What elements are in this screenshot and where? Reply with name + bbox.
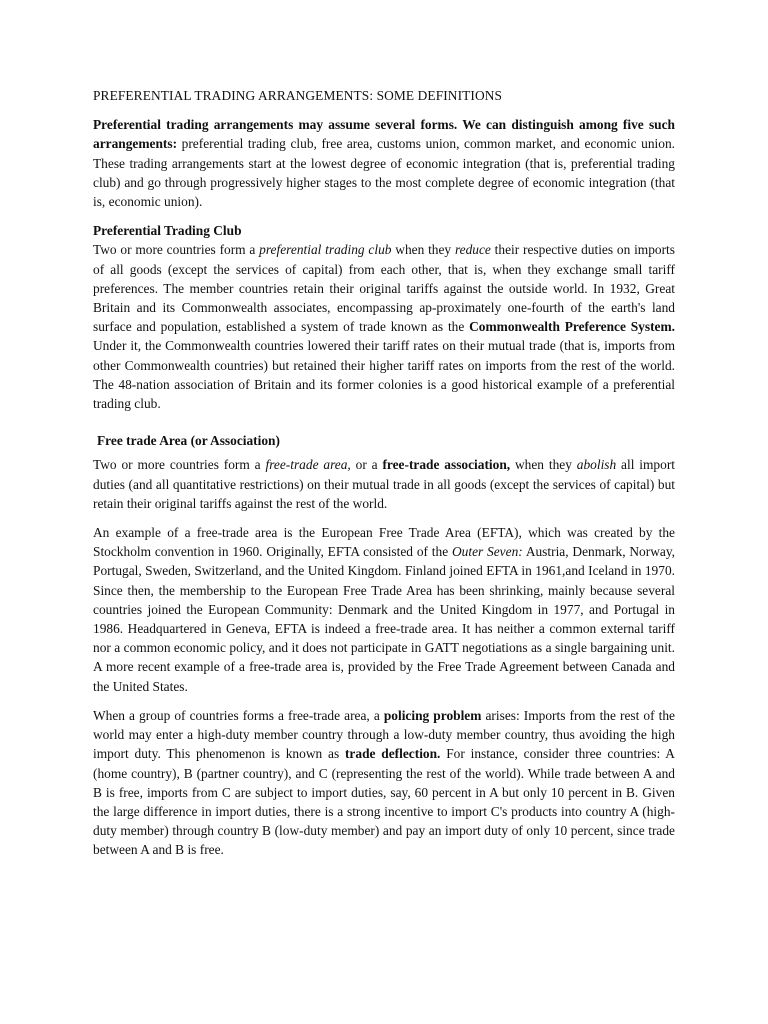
fta2-text-a: An example of a free-trade area is the European Free Trade Area (EFTA), which was created by the Stockholm convention in 1960. Originally, EFTA consisted of the xyxy=(93,525,675,560)
intro-text: preferential trading club, free area, customs union, common market, and economic union. These trading arrangements start at the lowest degree of economic integration (that is, preferential trading club) and go through progressively higher stages to the most complete degree of economic integration (that is, economic union). xyxy=(93,136,675,210)
fta3-text-b: arises: Imports from the rest of the world may enter a high-duty member country through a low-duty member country, thus avoiding the high import duty. This phenomenon is known as xyxy=(93,707,675,762)
section-heading-fta: Free trade Area (or Association) xyxy=(97,433,280,449)
ptc-text-2: when they xyxy=(391,242,455,258)
fta3-bold-policing: policing problem xyxy=(383,707,482,723)
fta1-italic-term: free-trade area, xyxy=(265,457,351,473)
intro-paragraph xyxy=(93,115,675,211)
fta-paragraph-1 xyxy=(93,455,675,513)
fta-paragraph-2 xyxy=(93,523,675,696)
fta1-italic-abolish: abolish xyxy=(576,457,617,473)
ptc-bold-term: Commonwealth Preference System. xyxy=(469,319,675,335)
ptc-text-1: Two or more countries form a xyxy=(93,242,260,258)
ptc-text-4: Under it, the Commonwealth countries lowered their tariff rates on their mutual trade (that is, imports from other Commonwealth countries) but retained their higher tariff rates on imports from the rest of the world. The 48-nation association of Britain and its former colonies is a good historical example of a preferential trading club. xyxy=(93,338,675,412)
section-heading-ptc: Preferential Trading Club xyxy=(93,223,242,239)
ptc-text-3: their respective duties on imports of all goods (except the services of capital) from each other, that is, when they exchange small tariff preferences. The member countries retain their original tariffs against the outside world. In 1932, Great Britain and its Commonwealth associates, encompassing ap-proximately one-fourth of the earth's land surface and population, established a system of trade known as the xyxy=(93,242,675,335)
fta1-text-b: or a xyxy=(350,457,383,473)
fta1-text-c: when they xyxy=(510,457,577,473)
fta1-text-d: all import duties (and all quantitative restrictions) on their mutual trade in all goods (except the services of capital) but retain their original tariffs against the rest of the world. xyxy=(93,457,676,511)
fta3-bold-deflection: trade deflection. xyxy=(344,746,441,762)
fta1-text-a: Two or more countries form a xyxy=(93,457,266,473)
fta3-text-c: For instance, consider three countries: A (home country), B (partner country), and C (representing the rest of the world). While trade between A and B is free, imports from C are subject to import duties, say, 60 percent in A but only 10 percent in B. Given the large difference in import duties, there is a strong incentive to import C's products into country A (high-duty member) through country B (low-duty member) and pay an import duty of only 10 percent, since trade between A and B is free. xyxy=(93,746,675,858)
fta2-text-b: Austria, Denmark, Norway, Portugal, Sweden, Switzerland, and the United Kingdom. Finland joined EFTA in 1961,and Iceland in 1970. Since then, the membership to the European Free Trade Area has been shrinking, mainly because several countries joined the European Community: Denmark and the United Kingdom in 1977, and Portugal in 1986. Headquartered in Geneva, EFTA is indeed a free-trade area. It has neither a common external tariff nor a common economic policy, and it does not participate in GATT negotiations as a single bargaining unit. A more recent example of a free-trade area is, provided by the Free Trade Agreement between Canada and the United States. xyxy=(93,544,676,694)
ptc-italic-reduce: reduce xyxy=(454,242,491,258)
fta1-bold-term: free-trade association, xyxy=(382,457,511,473)
document-page xyxy=(93,86,675,860)
fta2-italic-term: Outer Seven: xyxy=(451,544,523,560)
ptc-paragraph xyxy=(93,240,675,413)
fta-paragraph-3 xyxy=(93,706,675,860)
document-title: PREFERENTIAL TRADING ARRANGEMENTS: SOME DEFINITIONS xyxy=(93,88,503,103)
fta3-text-a: When a group of countries forms a free-trade area, a xyxy=(93,707,384,723)
ptc-italic-term: preferential trading club xyxy=(259,242,392,258)
intro-bold-lead: Preferential trading arrangements may assume several forms. We can distinguish among five such arrangements: xyxy=(93,117,675,152)
